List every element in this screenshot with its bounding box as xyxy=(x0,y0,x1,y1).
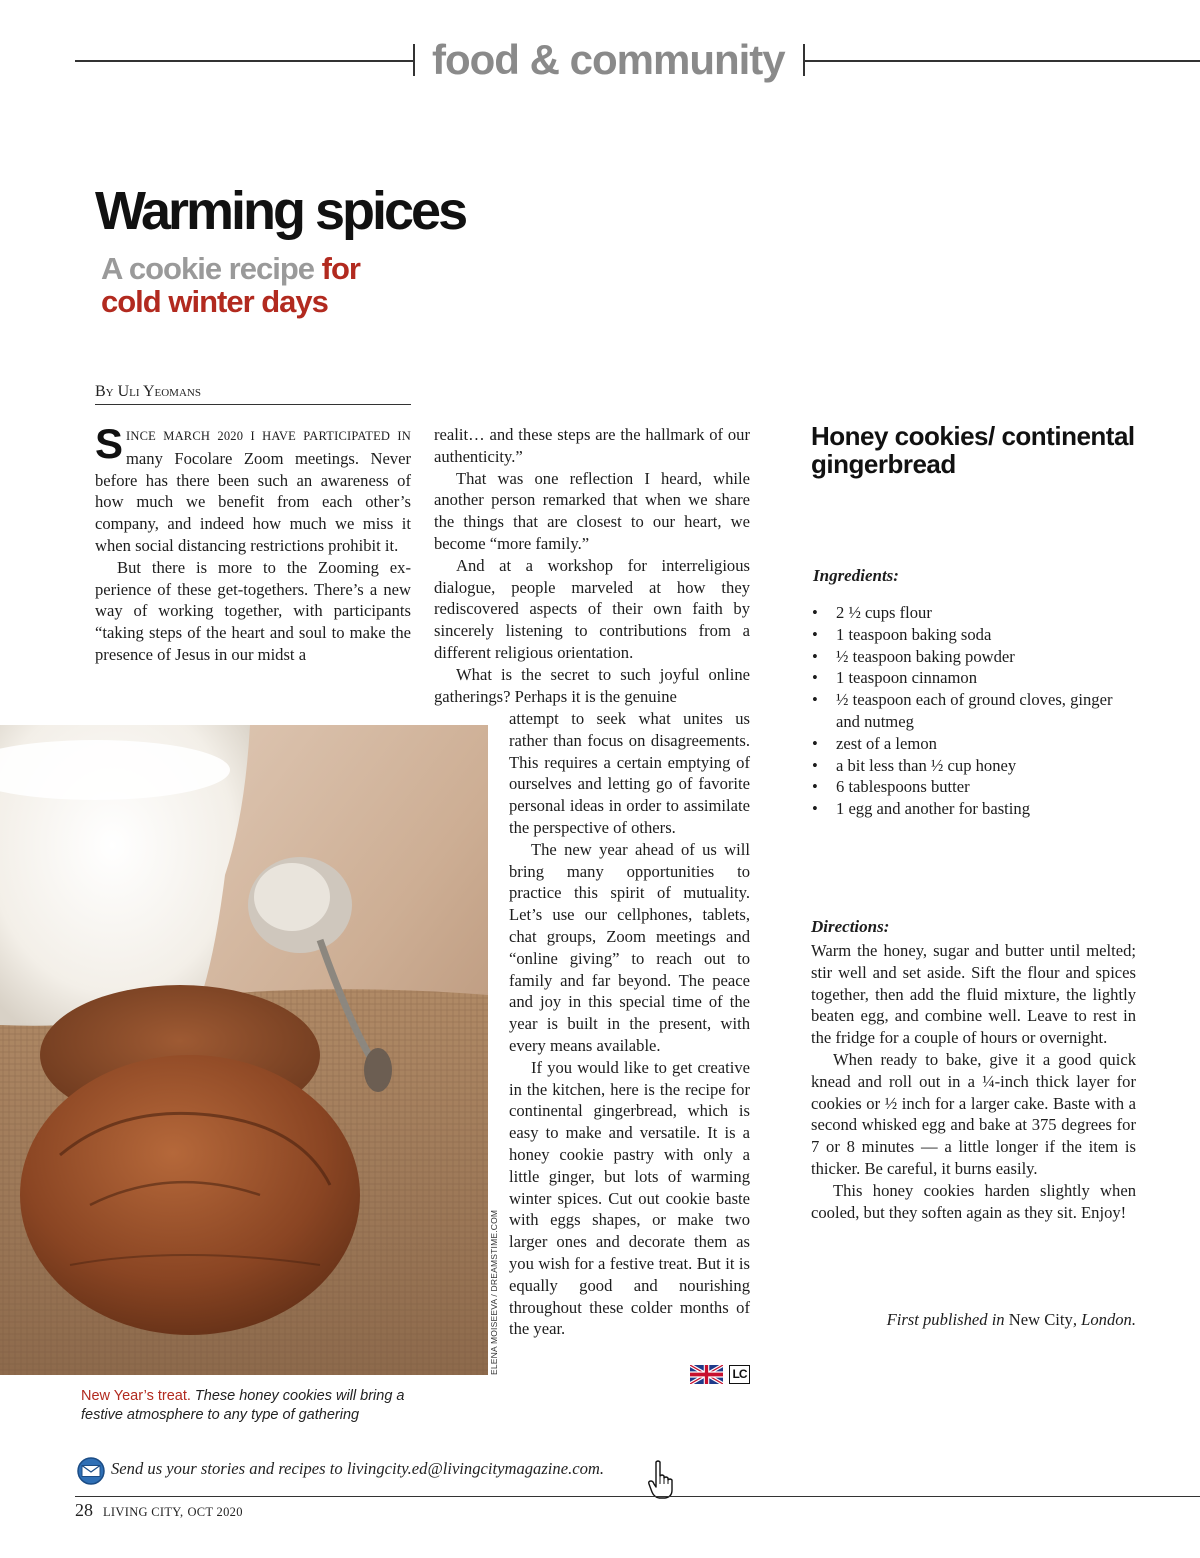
directions-text xyxy=(811,940,1136,1223)
header-rule-right xyxy=(805,60,1200,62)
ingredient-item: • 1 teaspoon baking soda xyxy=(811,624,1136,646)
caption-lead: New Year’s treat. xyxy=(81,1388,191,1404)
paragraph-5-end: attempt to seek what unites us rather than focus on disagreements. This requires a certain emptying of ourselves and letting go of favorite personal ideas in order to assimilate the perspective of others. xyxy=(509,709,750,837)
page-footer xyxy=(75,1500,243,1521)
ingredient-item: • ½ teaspoon each of ground cloves, ginger and nutmeg xyxy=(811,689,1136,733)
byline: By Uli Yeomans xyxy=(95,383,411,405)
paragraph-7: If you would like to get creative in the kitchen, here is the recipe for continental gingerbread, which is easy to make and versatile. It is a honey cookie pastry with only a little ginger, but lots of warming winter spices. Cut out cookie baste with eggs shapes, or make two larger ones and decorate them as you wish for a festive treat. But it is equally good and nourishing throughout these colder months of the year. xyxy=(509,1057,750,1339)
header-tick-left xyxy=(413,44,415,76)
paragraph-1-text: many Focolare Zoom meetings. Never before has there been such an awareness of how much we benefit from each other’s company, and indeed how much we miss it when social distancing restrictions prohibit it. xyxy=(95,448,411,555)
section-title: food & community xyxy=(432,36,785,83)
ingredient-item: • 6 tablespoons butter xyxy=(811,776,1136,798)
paragraph-6: The new year ahead of us will bring many opportunities to practice this spirit of mutuality. Let’s use our cellphones, tablets, chat groups, Zoom meetings and “online giving” to reach out to family and far beyond. The peace and joy in this special time of the year is built in the present, with every means available. xyxy=(509,839,750,1055)
ingredient-item: • a bit less than ½ cup honey xyxy=(811,755,1136,777)
ingredient-item: • 1 egg and another for basting xyxy=(811,798,1136,820)
direction-step: Warm the honey, sugar and butter until melted; stir well and set aside. Sift the flour and spices together, then add the fluid mixture, the lightly beaten egg, and combine well. Leave to rest in the fridge for a couple of hours or overnight. xyxy=(811,941,1136,1048)
hand-pointer-icon xyxy=(647,1460,675,1500)
caption-body: These honey cookies will bring a festive atmosphere to any type of gathering xyxy=(81,1388,405,1423)
direction-step: When ready to bake, give it a good quick knead and roll out in a ¼-inch thick layer for cookies or ½ inch for a larger cake. Baste with a second whisked egg and bake at 375 degrees for 7 or 8 minutes — a little longer if the item is thicker. Be careful, it burns easily. xyxy=(811,1049,1136,1178)
page-number: 28 xyxy=(75,1500,93,1520)
section-header xyxy=(0,36,1200,84)
lead-in-smallcaps: INCE MARCH 2020 I HAVE PARTICIPATED IN xyxy=(126,429,411,443)
article-column-1 xyxy=(95,420,411,666)
honey-cookies-photo xyxy=(0,725,488,1375)
photo-caption xyxy=(81,1387,441,1424)
credit-publication: New City xyxy=(1004,1310,1073,1329)
direction-step: This honey cookies harden slightly when cooled, but they soften again as they sit. Enjoy! xyxy=(811,1180,1136,1222)
article-headline: Warming spices xyxy=(95,181,466,241)
credit-prefix: First published in xyxy=(886,1310,1005,1329)
article-column-2-top xyxy=(434,424,750,707)
ingredient-item: • zest of a lemon xyxy=(811,733,1136,755)
photo-illustration xyxy=(0,725,488,1375)
footer-rule xyxy=(75,1496,1200,1497)
photo-credit: ELENA MOISEEVA / DREAMSTIME.COM xyxy=(489,1209,499,1375)
ingredient-item: • 1 teaspoon cinnamon xyxy=(811,667,1136,689)
uk-flag-icon xyxy=(690,1365,723,1384)
article-column-2-bottom xyxy=(509,708,750,1340)
issue-date: OCT 2020 xyxy=(187,1505,243,1519)
ingredients-label: Ingredients: xyxy=(813,566,899,585)
subhead-grey: A cookie recipe xyxy=(101,251,322,286)
magazine-name: LIVING CITY, xyxy=(103,1505,184,1519)
directions-label: Directions: xyxy=(811,917,890,936)
article-subhead xyxy=(101,252,461,318)
drop-cap: S xyxy=(95,420,124,467)
paragraph-2-start: But there is more to the Zooming experience of these get-togethers. There’s a new way of working together, with participants “taking steps of the heart and soul to make the presence of Jesus in our midst a xyxy=(95,557,411,664)
paragraph-5-start: What is the secret to such joyful online gatherings? Perhaps it is the genuine xyxy=(434,664,750,706)
ingredient-item: • 2 ½ cups flour xyxy=(811,602,1136,624)
credit-city: , London. xyxy=(1072,1310,1136,1329)
ingredient-item: • ½ teaspoon baking powder xyxy=(811,646,1136,668)
paragraph-3: That was one reflection I heard, while another person remarked that when we share the things that are closest to our heart, we become “more family.” xyxy=(434,468,750,553)
paragraph-4: And at a workshop for interreligious dialogue, people marveled at how they rediscovered aspects of their own faith by sincerely listening to contributions from a different religious orientation. xyxy=(434,555,750,662)
publication-credit xyxy=(811,1310,1136,1330)
envelope-icon[interactable] xyxy=(75,1457,107,1485)
header-rule-left xyxy=(75,60,415,62)
paragraph-2-end: realit… and these steps are the hallmark of our authenticity.” xyxy=(434,425,750,466)
living-city-end-badge: LC xyxy=(729,1365,750,1384)
paragraph-1 xyxy=(95,420,411,557)
contact-email-link[interactable]: Send us your stories and recipes to livingcity.ed@livingcitymagazine.com. xyxy=(111,1459,605,1478)
subhead-red-2: cold winter days xyxy=(101,284,328,319)
ingredients-list xyxy=(811,602,1136,820)
subhead-red-1: for xyxy=(321,251,360,286)
recipe-title: Honey cookies/ continental gingerbread xyxy=(811,421,1135,479)
